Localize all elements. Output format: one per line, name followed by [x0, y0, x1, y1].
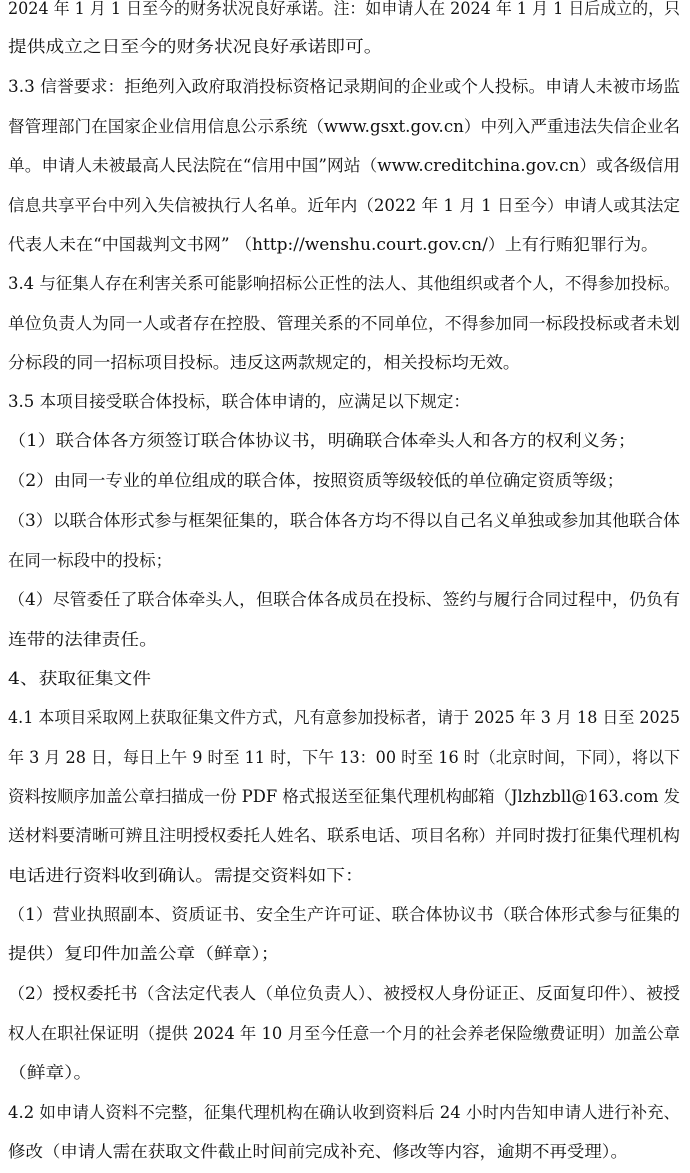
text-line: [0, 1058, 690, 1088]
text-line-content: （3）以联合体形式参与框架征集的，联合体各方均不得以自己名义单独或参加其他联合体: [8, 511, 680, 530]
text-line-content: 提供）复印件加盖公章（鲜章）；: [8, 944, 280, 963]
text-line-content: 电话进行资料收到确认。需提交资料如下：: [8, 866, 364, 885]
text-line: [0, 230, 690, 260]
text-line: [0, 348, 690, 378]
text-line: [0, 585, 690, 615]
text-line: [0, 426, 690, 456]
text-line: [0, 269, 690, 299]
text-line-content: 督管理部门在国家企业信用信息公示系统（www.gsxt.gov.cn）中列入严重违法失信企业名: [8, 117, 681, 136]
text-line: [0, 506, 690, 536]
text-line-content: 4.1 本项目采取网上获取征集文件方式，凡有意参加投标者，请于 2025 年 3 月 18 日至 2025: [8, 708, 680, 727]
text-line-content: 单。申请人未被最高人民法院在“信用中国”网站（www.creditchina.gov.cn）或各级信用: [8, 156, 681, 175]
text-line: [0, 32, 690, 62]
text-line-content: 3.3 信誉要求：拒绝列入政府取消投标资格记录期间的企业或个人投标。申请人未被市场监: [8, 77, 680, 96]
text-line-content: （1）营业执照副本、资质证书、安全生产许可证、联合体协议书（联合体形式参与征集的: [8, 905, 680, 924]
text-line-content: 权人在职社保证明（提供 2024 年 10 月至今任意一个月的社会养老保险缴费证明）加盖公章: [8, 1024, 680, 1043]
text-line-content: 3.5 本项目接受联合体投标，联合体申请的，应满足以下规定：: [8, 392, 470, 411]
text-line-content: 代表人未在“中国裁判文书网” （http://wenshu.court.gov.cn/）上有行贿犯罪行为。: [8, 235, 659, 254]
text-line-content: 4、获取征集文件: [8, 669, 151, 688]
text-line: [0, 309, 690, 339]
text-line-content: 单位负责人为同一人或者存在控股、管理关系的不同单位，不得参加同一标段投标或者未划: [8, 314, 680, 333]
text-line-content: （4）尽管委任了联合体牵头人，但联合体各成员在投标、签约与履行合同过程中，仍负有: [8, 590, 680, 609]
text-line-content: 连带的法律责任。: [8, 630, 158, 649]
text-line-content: 修改（申请人需在获取文件截止时间前完成补充、修改等内容，逾期不再受理）。: [8, 1142, 629, 1161]
text-line: [0, 546, 690, 576]
text-line: [0, 861, 690, 891]
text-line: [0, 1019, 690, 1049]
text-line-content: 送材料要清晰可辨且注明授权委托人姓名、联系电话、项目名称）并同时拨打征集代理机构: [8, 826, 680, 845]
text-line: [0, 939, 690, 969]
text-line-content: 3.4 与征集人存在利害关系可能影响招标公正性的法人、其他组织或者个人，不得参加投标。: [8, 274, 680, 293]
text-line: [0, 821, 690, 851]
text-line: [0, 900, 690, 930]
text-line-content: 提供成立之日至今的财务状况良好承诺即可。: [8, 37, 383, 56]
text-line-content: 在同一标段中的投标；: [8, 551, 173, 570]
text-line: [0, 387, 690, 417]
text-line: [0, 743, 690, 773]
text-line-content: 信息共享平台中列入失信被执行人名单。近年内（2022 年 1 月 1 日至今）申请人或其法定: [8, 196, 680, 215]
text-line: [0, 703, 690, 733]
text-line-content: 4.2 如申请人资料不完整，征集代理机构在确认收到资料后 24 小时内告知申请人进行补充、: [8, 1103, 680, 1122]
text-line: [0, 979, 690, 1009]
text-line-content: 年 3 月 28 日，每日上午 9 时至 11 时，下午 13：00 时至 16 时（北京时间，下同），将以下: [8, 748, 681, 767]
text-line-content: （1）联合体各方须签订联合体协议书，明确联合体牵头人和各方的权利义务；: [8, 431, 637, 450]
text-line: [0, 112, 690, 142]
text-line: [0, 782, 690, 812]
text-line: [0, 466, 690, 496]
text-line: [0, 151, 690, 181]
text-line: [0, 1137, 690, 1167]
text-line-content: （鲜章）。: [8, 1063, 93, 1082]
text-line-content: 2024 年 1 月 1 日至今的财务状况良好承诺。注：如申请人在 2024 年 1 月 1 日后成立的，只: [8, 0, 680, 18]
text-line-content: （2）由同一专业的单位组成的联合体，按照资质等级较低的单位确定资质等级；: [8, 471, 625, 490]
text-line: [0, 191, 690, 221]
text-line: [0, 1098, 690, 1128]
text-line: [0, 72, 690, 102]
text-line: [0, 0, 690, 24]
text-line: [0, 664, 690, 694]
text-line-content: 资料按顺序加盖公章扫描成一份 PDF 格式报送至征集代理机构邮箱（Jlzhzbll@163.com 发: [8, 787, 680, 806]
text-line: [0, 625, 690, 655]
text-line-content: （2）授权委托书（含法定代表人（单位负责人）、被授权人身份证正、反面复印件）、被授: [8, 984, 680, 1003]
text-line-content: 分标段的同一招标项目投标。违反这两款规定的，相关投标均无效。: [8, 353, 520, 372]
